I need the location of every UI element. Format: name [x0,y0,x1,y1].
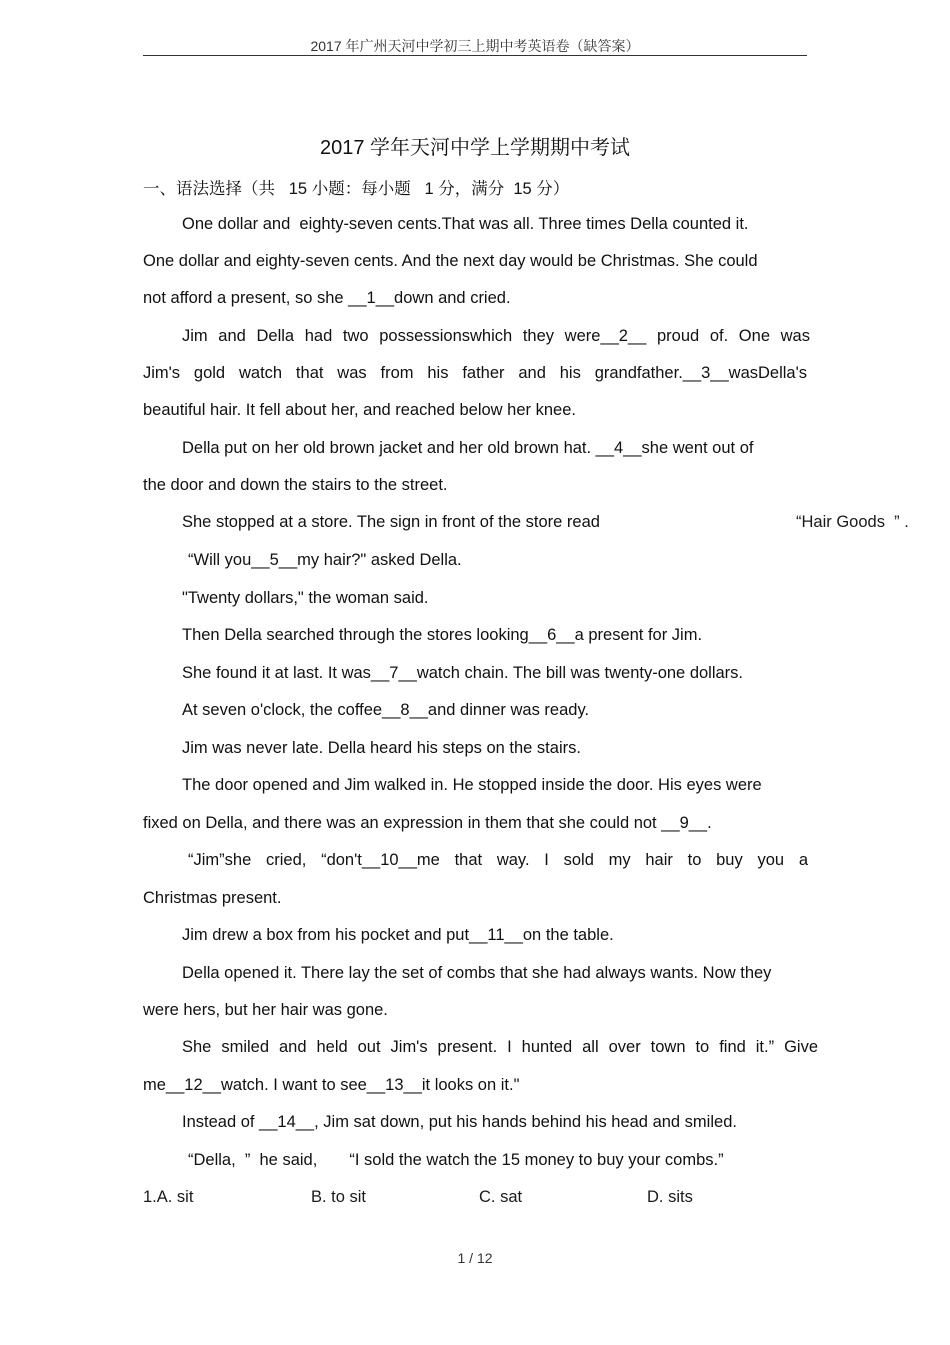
passage-line: She found it at last. It was__7__watch chain. The bill was twenty-one dollars. [182,664,744,682]
document-title: 2017 学年天河中学上学期期中考试 [319,137,631,159]
passage-line: Della put on her old brown jacket and her old brown hat. __4__she went out of [182,439,754,457]
passage-line: “Will you__5__my hair?" asked Della. [188,551,462,569]
option-b: B. to sit [311,1188,367,1206]
passage-line: The door opened and Jim walked in. He stopped inside the door. His eyes were [182,776,762,794]
passage-line: She smiled and held out Jim's present. I hunted all over town to find it.” Give [182,1038,818,1056]
passage-line: At seven o'clock, the coffee__8__and dinner was ready. [182,701,590,719]
passage-line: Jim's gold watch that was from his father and his grandfather.__3__wasDella's [143,364,807,382]
passage-line: fixed on Della, and there was an expression in them that she could not __9__. [143,814,712,832]
option-a: 1.A. sit [143,1188,194,1206]
passage-line: Della opened it. There lay the set of combs that she had always wants. Now they [182,964,772,982]
passage-line: the door and down the stairs to the street. [143,476,448,494]
passage-line: me__12__watch. I want to see__13__it looks on it." [143,1076,520,1094]
store-sign-text: “Hair Goods ” . [796,513,909,531]
header-rule [143,55,807,56]
option-d: D. sits [647,1188,693,1206]
passage-line: were hers, but her hair was gone. [143,1001,388,1019]
option-c: C. sat [479,1188,523,1206]
passage-line: Instead of __14__, Jim sat down, put his hands behind his head and smiled. [182,1113,737,1131]
passage-line: beautiful hair. It fell about her, and reached below her knee. [143,401,576,419]
passage-line: Jim drew a box from his pocket and put__11__on the table. [182,926,614,944]
passage-line: not afford a present, so she __1__down and cried. [143,289,511,307]
question-1-options [143,1185,807,1209]
passage-line: She stopped at a store. The sign in front of the store read [182,513,600,531]
passage-line: Jim and Della had two possessionswhich they were__2__ proud of. One was [182,327,810,345]
passage-line: “Della, ” he said, “I sold the watch the 15 money to buy your combs.” [188,1151,724,1169]
passage-line: "Twenty dollars," the woman said. [182,589,429,607]
page-header-title: 2017 年广州天河中学初三上期中考英语卷（缺答案） [310,38,640,54]
passage-line: One dollar and eighty-seven cents.That was all. Three times Della counted it. [182,215,749,233]
passage-line: One dollar and eighty-seven cents. And the next day would be Christmas. She could [143,252,758,270]
passage-line: “Jim”she cried, “don't__10__me that way. I sold my hair to buy you a [188,851,808,869]
passage-line: Then Della searched through the stores looking__6__a present for Jim. [182,626,703,644]
section-heading: 一、语法选择（共 15 小题：每小题 1 分，满分 15 分） [143,180,570,198]
page-number: 1 / 12 [457,1250,493,1266]
passage-line: Jim was never late. Della heard his steps on the stairs. [182,739,581,757]
passage-line: Christmas present. [143,889,282,907]
